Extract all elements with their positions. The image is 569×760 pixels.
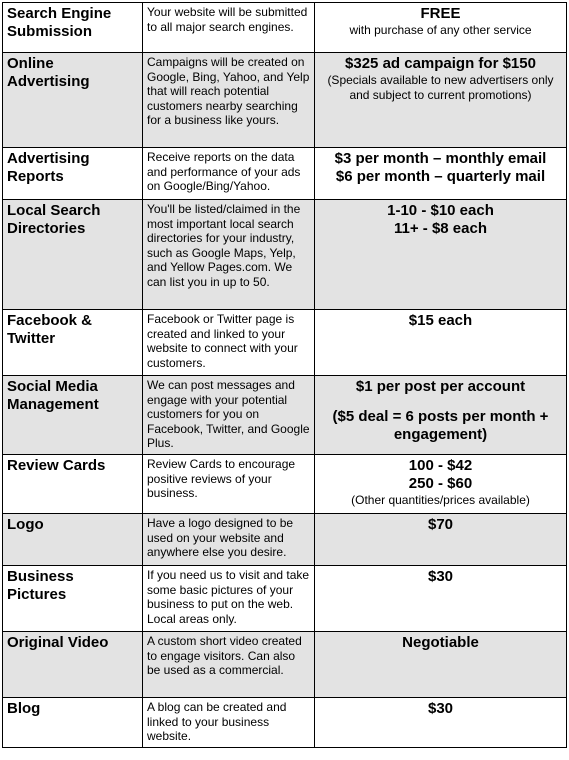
- price-main: 250 - $60: [408, 475, 473, 492]
- price-note: (Specials available to new advertisers only and subject to current promotions): [327, 73, 554, 102]
- service-description: You'll be listed/claimed in the most important local search directories for your industry, such as Google Maps, Yelp, and Yellow Pages.com. We can list you in up to 50.: [143, 200, 315, 310]
- table-row: [3, 200, 567, 310]
- service-name-line: Search Engine: [7, 5, 112, 22]
- price-cell: [315, 698, 567, 748]
- price-cell: [315, 3, 567, 53]
- price-cell: [315, 148, 567, 200]
- price-cell: [315, 53, 567, 148]
- price-note: (Other quantities/prices available): [351, 493, 530, 507]
- service-description: If you need us to visit and take some basic pictures of your business to put on the web. Local areas only.: [143, 566, 315, 632]
- service-name-cell: [3, 632, 143, 698]
- price-cell: [315, 455, 567, 514]
- table-row: [3, 53, 567, 148]
- table-row: [3, 376, 567, 455]
- service-name-line: Business: [7, 568, 74, 585]
- service-description: Facebook or Twitter page is created and linked to your website to connect with your customers.: [143, 310, 315, 376]
- service-name-line: Blog: [7, 700, 41, 717]
- service-description: Campaigns will be created on Google, Bing, Yahoo, and Yelp that will reach potential customers nearby searching for a business like yours.: [143, 53, 315, 148]
- service-name-line: Social Media: [7, 378, 98, 395]
- service-name-cell: [3, 53, 143, 148]
- price-cell: [315, 632, 567, 698]
- price-main: $30: [427, 568, 454, 585]
- service-name-line: Review Cards: [7, 457, 106, 474]
- table-row: [3, 566, 567, 632]
- pricing-table-body: [3, 3, 567, 748]
- service-name-line: Management: [7, 396, 99, 413]
- service-description: Have a logo designed to be used on your website and anywhere else you desire.: [143, 514, 315, 566]
- price-main: $30: [427, 700, 454, 717]
- table-row: [3, 632, 567, 698]
- price-cell: [315, 566, 567, 632]
- price-main: $70: [427, 516, 454, 533]
- price-main: 100 - $42: [408, 457, 473, 474]
- service-name-cell: [3, 200, 143, 310]
- price-deal: engagement): [393, 426, 488, 443]
- service-description: We can post messages and engage with your potential customers for you on Facebook, Twitter, and Google Plus.: [143, 376, 315, 455]
- price-main: 1-10 - $10 each: [387, 202, 494, 219]
- service-description: Receive reports on the data and performance of your ads on Google/Bing/Yahoo.: [143, 148, 315, 200]
- price-cell: [315, 376, 567, 455]
- service-description: Your website will be submitted to all major search engines.: [143, 3, 315, 53]
- table-row: [3, 148, 567, 200]
- price-main: $325 ad campaign for $150: [345, 55, 536, 72]
- price-cell: [315, 514, 567, 566]
- table-row: [3, 3, 567, 53]
- service-name-cell: [3, 310, 143, 376]
- service-name-line: Reports: [7, 168, 64, 185]
- service-name-cell: [3, 3, 143, 53]
- price-main: 11+ - $8 each: [394, 220, 487, 237]
- service-name-line: Original Video: [7, 634, 109, 651]
- service-description: Review Cards to encourage positive reviews of your business.: [143, 455, 315, 514]
- service-name-line: Directories: [7, 220, 86, 237]
- price-deal: ($5 deal = 6 posts per month +: [332, 408, 549, 425]
- service-name-cell: [3, 698, 143, 748]
- service-name-line: Logo: [7, 516, 44, 533]
- table-row: [3, 698, 567, 748]
- service-name-cell: [3, 566, 143, 632]
- price-main: $1 per post per account: [355, 378, 526, 395]
- service-name-cell: [3, 148, 143, 200]
- price-main: $3 per month – monthly email: [334, 150, 547, 167]
- price-main: Negotiable: [402, 634, 479, 651]
- price-main: $6 per month – quarterly mail: [335, 168, 546, 185]
- table-row: [3, 514, 567, 566]
- service-name-line: Local Search: [7, 202, 101, 219]
- table-row: [3, 310, 567, 376]
- service-name-line: Facebook &: [7, 312, 93, 329]
- service-name-line: Advertising: [7, 73, 90, 90]
- service-name-line: Advertising: [7, 150, 90, 167]
- price-main: $15 each: [408, 312, 473, 329]
- service-name-line: Online: [7, 55, 54, 72]
- service-name-cell: [3, 514, 143, 566]
- price-note: with purchase of any other service: [349, 23, 532, 37]
- service-name-line: Twitter: [7, 330, 56, 347]
- price-cell: [315, 310, 567, 376]
- service-description: A custom short video created to engage visitors. Can also be used as a commercial.: [143, 632, 315, 698]
- price-cell: [315, 200, 567, 310]
- table-row: [3, 455, 567, 514]
- service-name-line: Submission: [7, 23, 93, 40]
- service-description: A blog can be created and linked to your business website.: [143, 698, 315, 748]
- service-name-cell: [3, 455, 143, 514]
- price-main: FREE: [420, 5, 461, 22]
- service-name-cell: [3, 376, 143, 455]
- pricing-table: [2, 2, 567, 748]
- service-name-line: Pictures: [7, 586, 67, 603]
